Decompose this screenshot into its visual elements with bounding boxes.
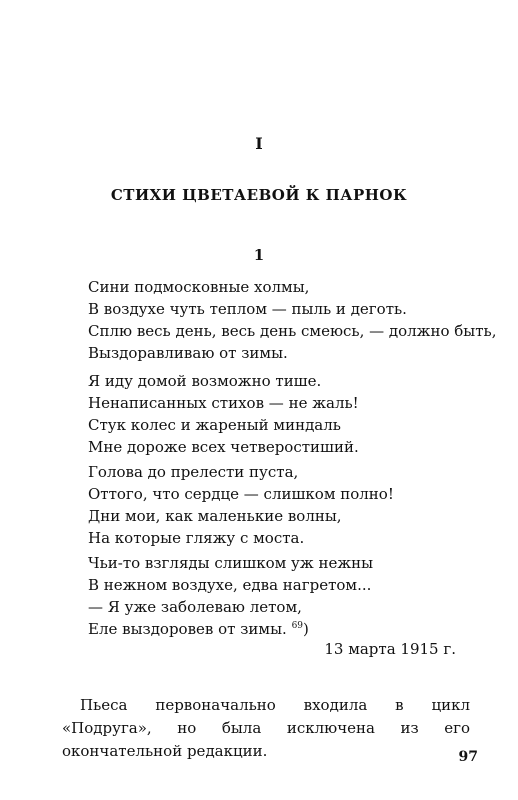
poem-line: Еле выздоровев от зимы. <box>88 620 287 638</box>
page-number: 97 <box>458 749 478 765</box>
poem-line: Чьи-то взгляды слишком уж нежны <box>88 554 374 572</box>
stanza-1 <box>88 276 496 364</box>
footnote-reference: 69 <box>291 621 304 631</box>
poem-line: Оттого, что сердце — слишком полно! <box>88 485 394 503</box>
stanza-3 <box>88 461 394 549</box>
poem-line: Мне дороже всех четверостиший. <box>88 438 359 456</box>
poem-date: 13 марта 1915 г. <box>324 640 456 658</box>
poem-line: Я иду домой возможно тише. <box>88 372 322 390</box>
poem-line: Выздоравливаю от зимы. <box>88 344 288 362</box>
chapter-title: СТИХИ ЦВЕТАЕВОЙ К ПАРНОК <box>110 186 408 204</box>
poem-line: Сини подмосковные холмы, <box>88 278 310 296</box>
footnote-paren: ) <box>303 620 309 638</box>
poem-line: Голова до прелести пуста, <box>88 463 299 481</box>
poem-line: В нежном воздухе, едва нагретом... <box>88 576 372 594</box>
poem-line: Сплю весь день, весь день смеюсь, — должно быть, <box>88 322 497 340</box>
poem-line: Ненаписанных стихов — не жаль! <box>88 394 359 412</box>
poem-number: 1 <box>253 246 265 264</box>
stanza-4 <box>88 552 373 640</box>
poem-line: Стук колес и жареный миндаль <box>88 416 341 434</box>
section-number: I <box>255 134 263 153</box>
poem-line: В воздухе чуть теплом — пыль и деготь. <box>88 300 407 318</box>
poem-last-line <box>88 618 373 640</box>
stanza-2 <box>88 370 359 458</box>
note-text: Пьеса первоначально входила в цикл «Подруга», но была исключена из его окончательной редакции. <box>62 696 470 760</box>
poem-line: На которые гляжу с моста. <box>88 529 305 547</box>
poem-line: — Я уже заболеваю летом, <box>88 598 302 616</box>
poem-line: Дни мои, как маленькие волны, <box>88 507 342 525</box>
editorial-note <box>62 694 470 763</box>
